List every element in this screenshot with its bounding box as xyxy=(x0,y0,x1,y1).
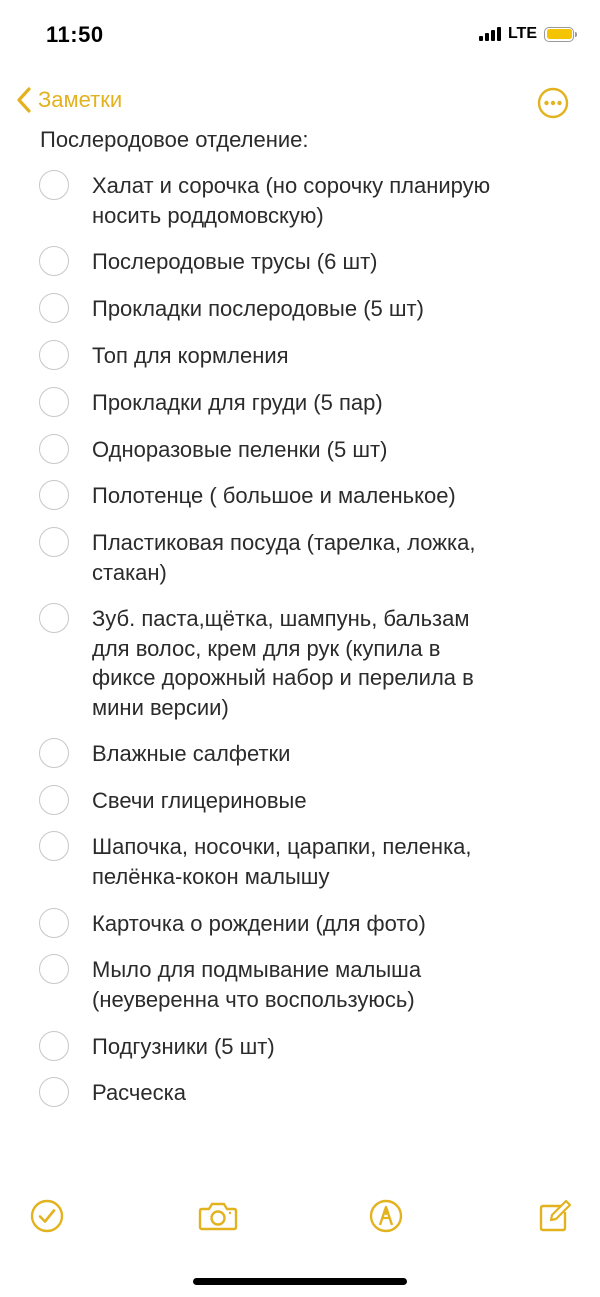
checklist-item-text[interactable]: Подгузники (5 шт) xyxy=(92,1034,275,1059)
checkbox-circle-icon[interactable] xyxy=(39,954,69,984)
checklist-item-text[interactable]: Расческа xyxy=(92,1080,186,1105)
checklist-item-text[interactable]: Зуб. паста,щётка, шампунь, бальзам для волос, крем для рук (купила в фиксе дорожный набор и перелила в мини версии) xyxy=(92,606,474,720)
checklist-item-text[interactable]: Мыло для подмывание малыша (неуверенна что воспользуюсь) xyxy=(92,957,422,1012)
checkbox-circle-icon[interactable] xyxy=(39,434,69,464)
status-time: 11:50 xyxy=(46,22,104,47)
more-options-button[interactable] xyxy=(537,87,569,119)
checklist-item-text[interactable]: Влажные салфетки xyxy=(92,741,291,766)
checkbox-circle-icon[interactable] xyxy=(39,246,69,276)
checkbox-circle-icon[interactable] xyxy=(39,603,69,633)
checklist-item-text[interactable]: Послеродовые трусы (6 шт) xyxy=(92,249,378,274)
checklist-item-text[interactable]: Шапочка, носочки, царапки, пеленка, пелёнка-кокон малышу xyxy=(92,834,472,889)
checklist-item-text[interactable]: Карточка о рождении (для фото) xyxy=(92,911,426,936)
checkbox-circle-icon[interactable] xyxy=(39,831,69,861)
checklist-icon xyxy=(29,1198,65,1234)
cellular-signal-icon xyxy=(479,27,501,41)
checklist-item-text[interactable]: Свечи глицериновые xyxy=(92,788,307,813)
checkbox-circle-icon[interactable] xyxy=(39,293,69,323)
back-button-label: Заметки xyxy=(38,87,123,112)
battery-icon xyxy=(544,27,574,42)
checkbox-circle-icon[interactable] xyxy=(39,480,69,510)
back-button[interactable] xyxy=(16,86,122,114)
checklist-item-text[interactable]: Полотенце ( большое и маленькое) xyxy=(92,483,456,508)
checklist-item-text[interactable]: Халат и сорочка (но сорочку планирую носить роддомовскую) xyxy=(92,173,491,228)
home-indicator[interactable] xyxy=(193,1278,407,1285)
checkbox-circle-icon[interactable] xyxy=(39,908,69,938)
checkbox-circle-icon[interactable] xyxy=(39,785,69,815)
checkbox-circle-icon[interactable] xyxy=(39,387,69,417)
checklist-item-text[interactable]: Прокладки для груди (5 пар) xyxy=(92,390,383,415)
checklist-item-text[interactable]: Пластиковая посуда (тарелка, ложка, стакан) xyxy=(92,530,476,585)
checklist-item-text[interactable]: Топ для кормления xyxy=(92,343,289,368)
checklist-item-text[interactable]: Прокладки послеродовые (5 шт) xyxy=(92,296,424,321)
checkbox-circle-icon[interactable] xyxy=(39,1031,69,1061)
ellipsis-circle-icon xyxy=(537,87,569,119)
chevron-left-icon xyxy=(16,86,32,114)
checkbox-circle-icon[interactable] xyxy=(39,738,69,768)
checklist-item-text[interactable]: Одноразовые пеленки (5 шт) xyxy=(92,437,388,462)
compose-icon xyxy=(537,1198,573,1234)
checklist-button[interactable] xyxy=(29,1198,65,1234)
network-type: LTE xyxy=(507,25,537,42)
status-bar xyxy=(0,0,600,72)
camera-button[interactable] xyxy=(197,1198,239,1234)
compose-button[interactable] xyxy=(537,1198,573,1234)
checkbox-circle-icon[interactable] xyxy=(39,527,69,557)
battery-level xyxy=(547,29,572,39)
markup-pen-icon xyxy=(368,1198,404,1234)
checkbox-circle-icon[interactable] xyxy=(39,340,69,370)
status-indicators xyxy=(479,25,574,43)
note-heading[interactable]: Послеродовое отделение: xyxy=(40,127,309,152)
checkbox-circle-icon[interactable] xyxy=(39,170,69,200)
checkbox-circle-icon[interactable] xyxy=(39,1077,69,1107)
camera-icon xyxy=(197,1198,239,1234)
markup-button[interactable] xyxy=(368,1198,404,1234)
